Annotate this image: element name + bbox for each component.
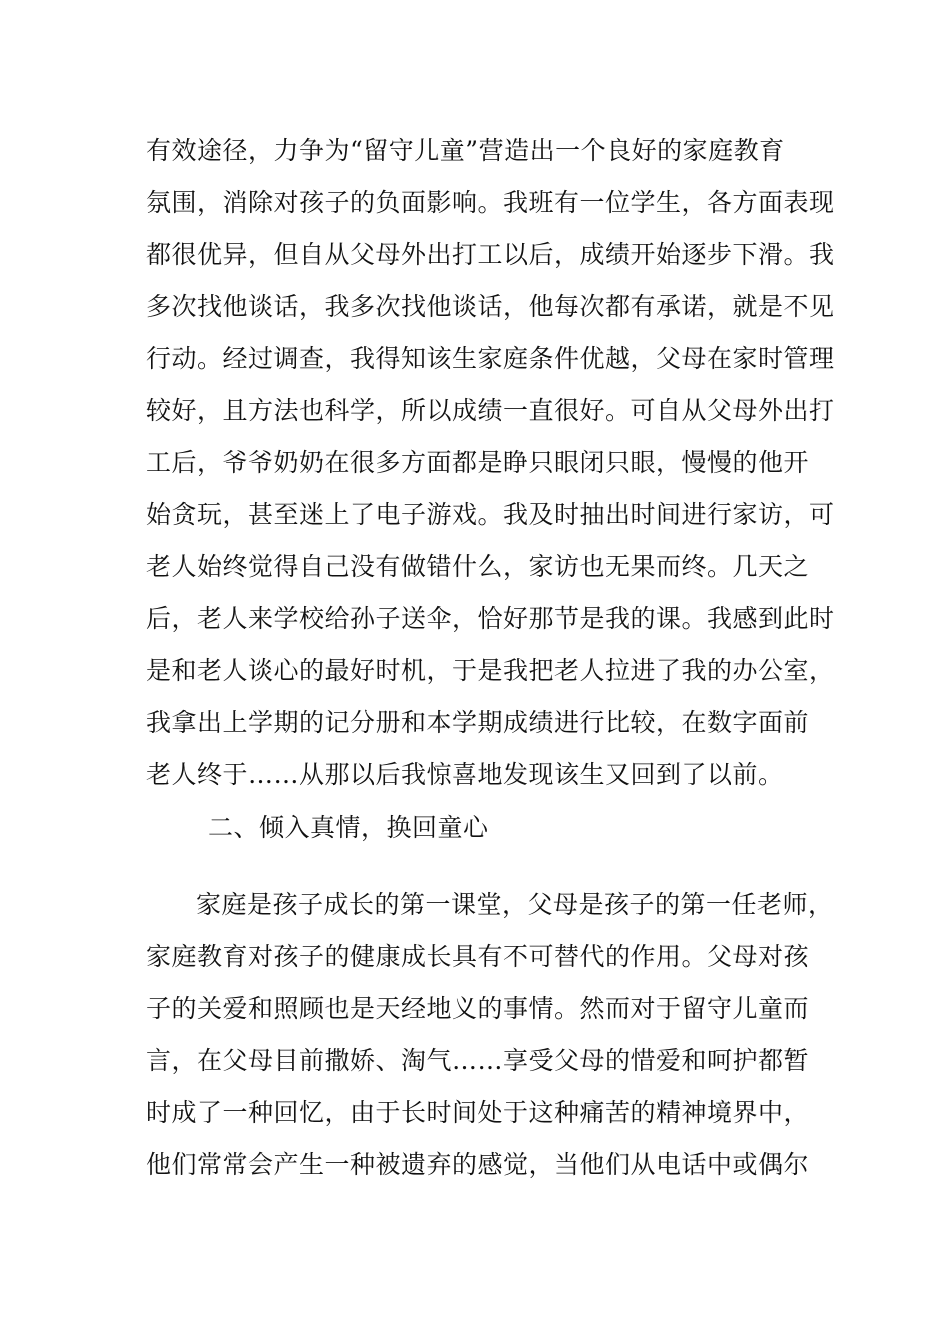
paragraph-2-line-2: 家庭教育对孩子的健康成长具有不可替代的作用。父母对孩: [146, 942, 810, 971]
paragraph-2-line-4: 言，在父母目前撒娇、淘气……享受父母的惜爱和呵护都暂: [146, 1046, 810, 1075]
paragraph-2-line-3: 子的关爱和照顾也是天经地义的事情。然而对于留守儿童而: [146, 994, 810, 1023]
paragraph-1-line-3: 都很优异，但自从父母外出打工以后，成绩开始逐步下滑。我: [146, 240, 835, 269]
paragraph-2-line-1: 家庭是孩子成长的第一课堂，父母是孩子的第一任老师，: [196, 890, 834, 919]
paragraph-1-line-5: 行动。经过调查，我得知该生家庭条件优越，父母在家时管理: [146, 344, 835, 373]
paragraph-1-line-4: 多次找他谈话，我多次找他谈话，他每次都有承诺，就是不见: [146, 292, 835, 321]
paragraph-1-line-8: 始贪玩，甚至迷上了电子游戏。我及时抽出时间进行家访，可: [146, 500, 835, 529]
paragraph-2-line-6: 他们常常会产生一种被遗弃的感觉，当他们从电话中或偶尔: [146, 1150, 810, 1179]
paragraph-1-line-10: 后，老人来学校给孙子送伞，恰好那节是我的课。我感到此时: [146, 604, 835, 633]
paragraph-1-line-1: 有效途径，力争为“留守儿童”营造出一个良好的家庭教育: [146, 136, 785, 165]
paragraph-1-line-13: 老人终于……从那以后我惊喜地发现该生又回到了以前。: [146, 760, 784, 789]
paragraph-1-line-12: 我拿出上学期的记分册和本学期成绩进行比较，在数字面前: [146, 708, 810, 737]
paragraph-1-line-7: 工后，爷爷奶奶在很多方面都是睁只眼闭只眼，慢慢的他开: [146, 448, 810, 477]
paragraph-1-line-11: 是和老人谈心的最好时机，于是我把老人拉进了我的办公室，: [146, 656, 835, 685]
section-heading: 二、倾入真情，换回童心: [208, 813, 489, 842]
paragraph-2-line-5: 时成了一种回忆，由于长时间处于这种痛苦的精神境界中，: [146, 1098, 810, 1127]
paragraph-1-line-2: 氛围，消除对孩子的负面影响。我班有一位学生，各方面表现: [146, 188, 835, 217]
paragraph-1-line-9: 老人始终觉得自己没有做错什么，家访也无果而终。几天之: [146, 552, 810, 581]
paragraph-1-line-6: 较好，且方法也科学，所以成绩一直很好。可自从父母外出打: [146, 396, 835, 425]
